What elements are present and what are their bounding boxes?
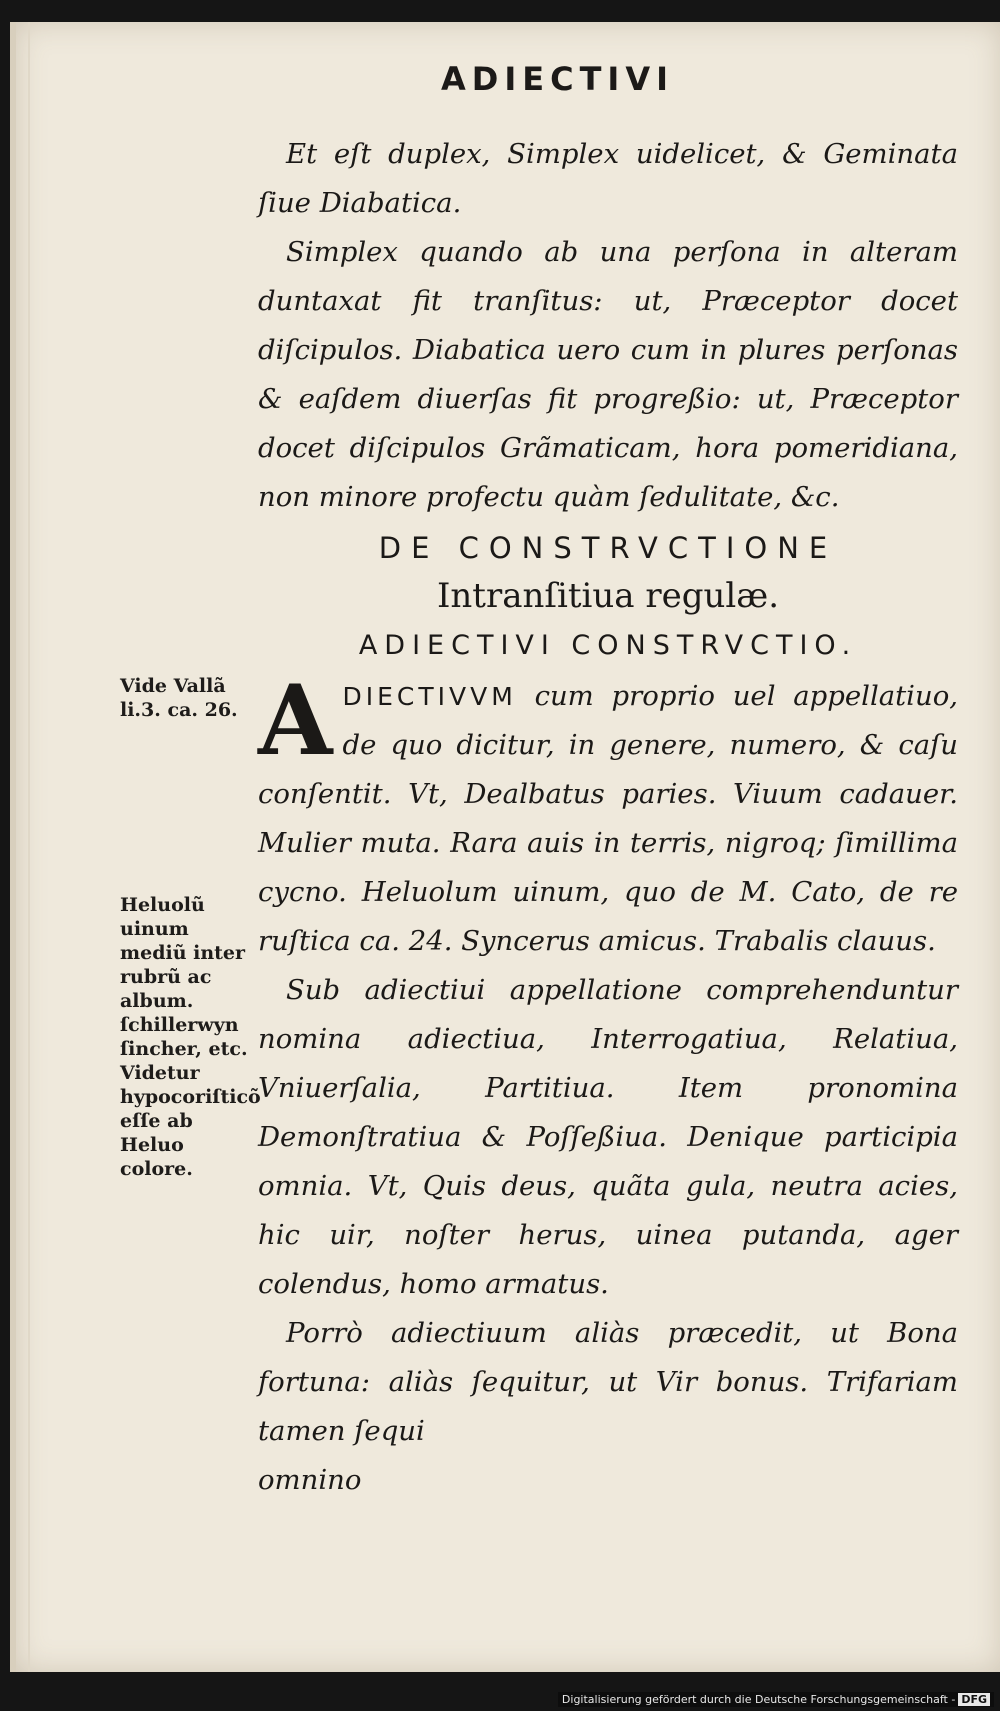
dfg-logo: DFG <box>958 1693 990 1706</box>
paragraph-sub-adiectiui: Sub adiectiui appellatione comprehenduntur nomina adiectiua, Interrogatiua, Relatiua, Vniuerſalia, Partitiua. Item pronomina Demonſtratiua & Poſſeßiua. Denique participia omnia. Vt, Quis deus, quãta gula, neutra acies, hic uir, noſter herus, uinea putanda, ager colendus, homo armatus. <box>258 974 958 1300</box>
digitization-footer <box>558 1692 994 1707</box>
paragraph-porro: Porrò adiectiuum aliàs præcedit, ut Bona fortuna: aliàs ſequitur, ut Vir bonus. Trifariam tamen ſequi <box>258 1317 958 1447</box>
footer-text: Digitalisierung gefördert durch die Deutsche Forschungsgemeinschaft - <box>561 1693 956 1706</box>
paragraph-caps: DIECTIVVM <box>342 682 517 711</box>
section-heading: DE CONSTRVCTIONE <box>378 531 838 565</box>
text-column <box>258 130 958 1505</box>
catchword: omnino <box>258 1464 362 1496</box>
section-heading-adiectivi: ADIECTIVI CONSTRVCTIO. <box>358 630 858 661</box>
page-edge <box>28 22 30 1672</box>
section-subheading: Intranſitiua regulæ. <box>436 576 780 616</box>
paragraph-simplex: Simplex quando ab una perſona in alteram duntaxat fit tranſitus: ut, Præceptor docet diſcipulos. Diabatica uero cum in plures perſonas & eaſdem diuerſas fit progreßio: ut, Præceptor docet diſcipulos Grãmaticam, hora pomeridiana, non minore profectu quàm ſedulitate, &c. <box>258 236 958 513</box>
drop-cap: A <box>258 664 333 777</box>
paragraph-adiectivum-text: cum proprio uel appellatiuo, de quo dicitur, in genere, numero, & caſu conſentit. Vt, Dealbatus paries. Viuum cadauer. Mulier muta. Rara auis in terris, nigroq; ſimillima cycno. Heluolum uinum, quo de M. Cato, de re ruſtica ca. 24. Syncerus amicus. Trabalis clauus. <box>258 680 958 957</box>
paragraph-duplex: Et eſt duplex, Simplex uidelicet, & Geminata ſiue Diabatica. <box>258 138 958 219</box>
margin-note-valla: Vide Vallã li.3. ca. 26. <box>120 675 238 721</box>
paragraph-adiectivum <box>258 664 958 966</box>
running-head: ADIECTIVI <box>441 60 674 98</box>
margin-note-heluolum: Heluolũ uinum mediũ inter rubrũ ac album. ſchillerwyn ſincher, etc. Videtur hypocoriſticõ eſſe ab Heluo colore. <box>120 894 261 1180</box>
